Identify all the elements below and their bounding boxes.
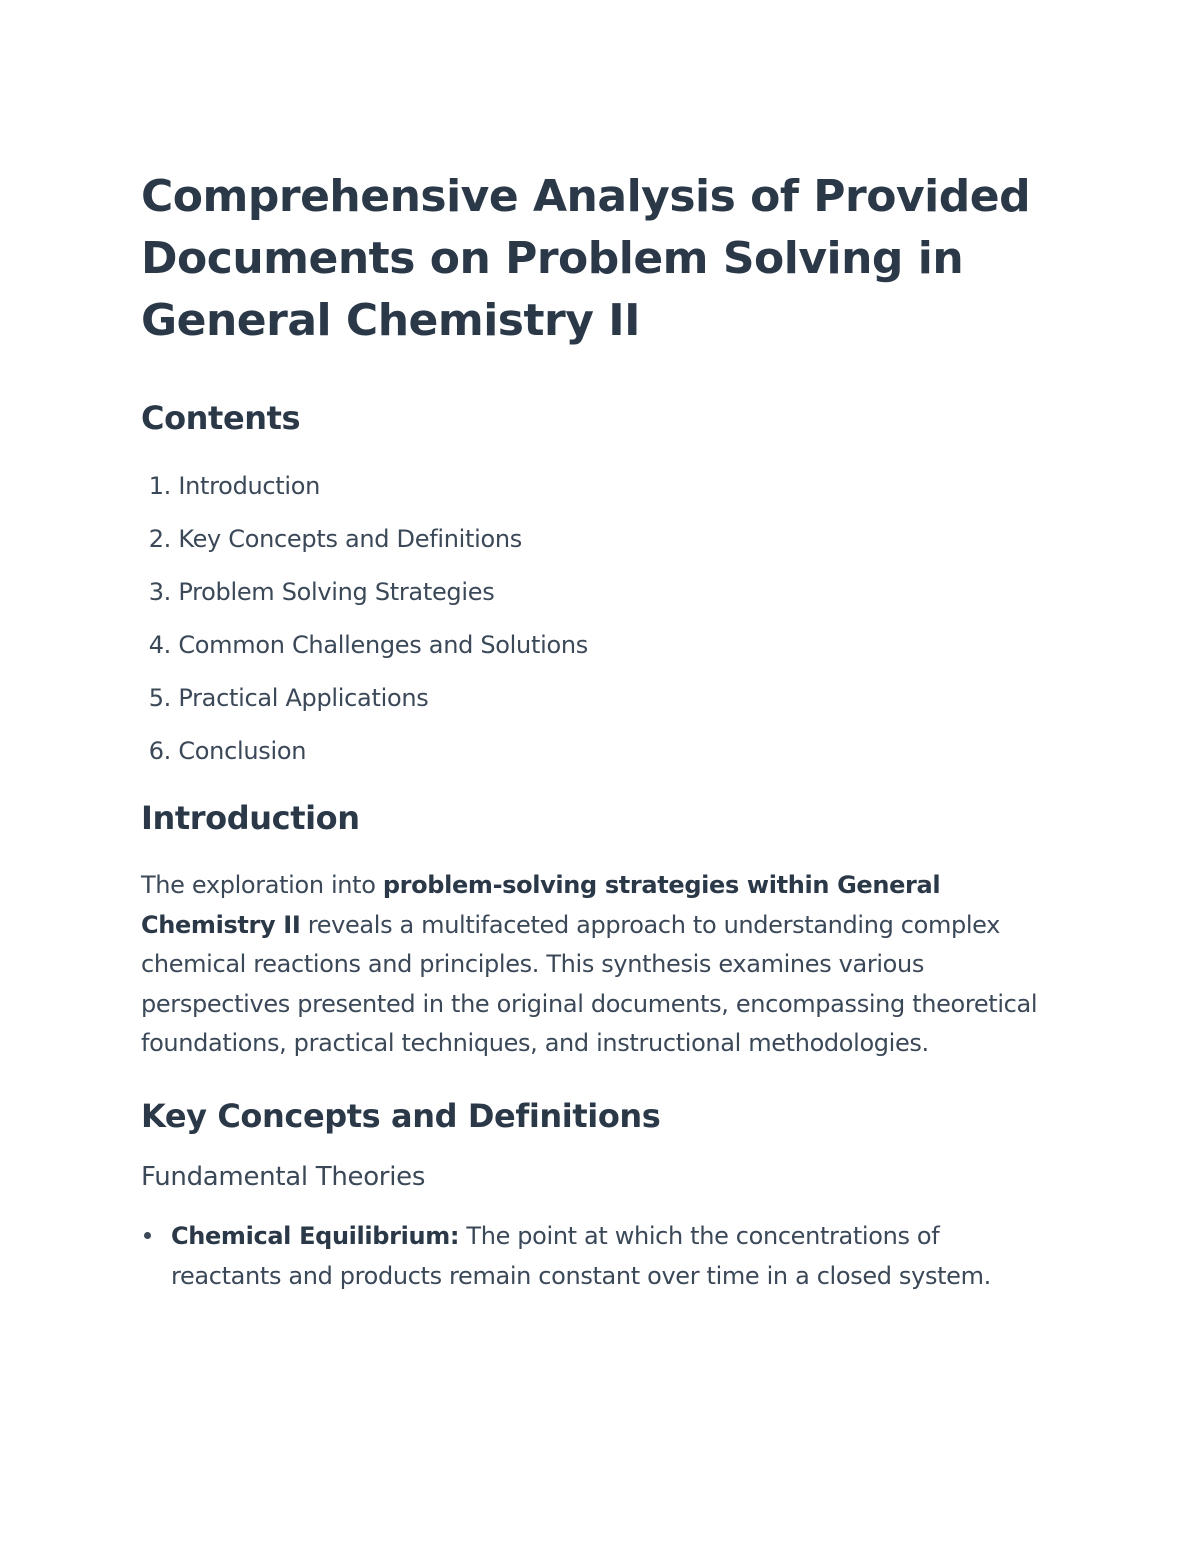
intro-text-end: reveals a multifaceted approach to understanding complex chemical reactions and principles. This synthesis examines various perspectives presented in the original documents, encompassing theoretical foundations, practical techniques, and instructional methodologies. [141, 910, 1038, 1058]
toc-item-number: 2. [148, 525, 171, 553]
toc-item[interactable] [141, 619, 1051, 672]
fundamental-theories-subheading: Fundamental Theories [141, 1161, 426, 1192]
toc-item[interactable] [141, 672, 1051, 725]
toc-item-number: 6. [148, 737, 171, 765]
toc-item-number: 1. [148, 472, 171, 500]
toc-item-label: Key Concepts and Definitions [178, 525, 522, 553]
table-of-contents [141, 460, 1051, 778]
list-item [141, 1216, 1051, 1296]
toc-item-label: Conclusion [178, 737, 307, 765]
introduction-paragraph [141, 866, 1051, 1064]
contents-heading: Contents [141, 399, 301, 437]
toc-item-label: Practical Applications [178, 684, 429, 712]
toc-item-number: 3. [148, 578, 171, 606]
concept-definition: The point at which the concentrations of reactants and products remain constant over time in a closed system. [171, 1221, 991, 1290]
toc-item[interactable] [141, 566, 1051, 619]
intro-text-bold: problem-solving strategies within General Chemistry II [141, 871, 941, 939]
document-title: Comprehensive Analysis of Provided Documents on Problem Solving in General Chemistry II [141, 171, 1031, 346]
toc-item-number: 4. [148, 631, 171, 659]
toc-item-label: Introduction [178, 472, 321, 500]
key-concepts-heading: Key Concepts and Definitions [141, 1096, 661, 1135]
toc-item-number: 5. [148, 684, 171, 712]
toc-item-label: Common Challenges and Solutions [178, 631, 588, 659]
toc-item-label: Problem Solving Strategies [178, 578, 495, 606]
introduction-heading: Introduction [141, 799, 360, 837]
document-page [141, 166, 1051, 1296]
concept-term: Chemical Equilibrium: [171, 1221, 460, 1250]
concepts-list [141, 1216, 1051, 1296]
intro-text-start: The exploration into [141, 871, 383, 899]
bullet-icon [144, 1232, 151, 1239]
toc-item[interactable] [141, 460, 1051, 513]
toc-item[interactable] [141, 725, 1051, 778]
toc-item[interactable] [141, 513, 1051, 566]
